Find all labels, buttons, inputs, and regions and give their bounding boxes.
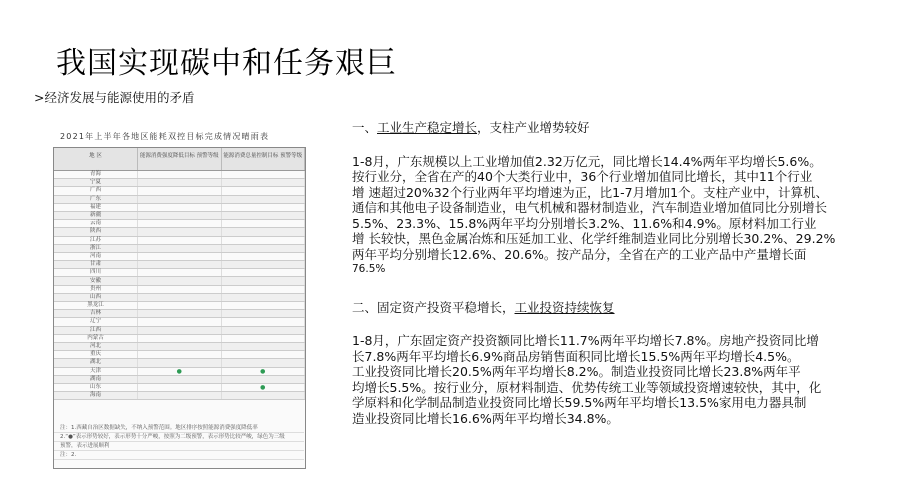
table-cell-level [138,277,222,285]
table-cell-level [138,334,222,342]
table-row [54,392,305,400]
paragraph-line: 1-8月，广东固定资产投资额同比增长11.7%两年平均增长7.8%。房地产投资同比增 [352,333,819,348]
table-cell-level [221,375,305,383]
table-cell-region: 湖北 [54,359,138,367]
paragraph-investment [352,333,892,426]
table-body [54,171,305,400]
table-row [54,318,305,326]
warning-table [53,147,306,469]
table-cell-region: 山东 [54,383,138,391]
table-cell-region: 辽宁 [54,318,138,326]
paragraph-line: 工业投资同比增长20.5%两年平均增长8.2%。制造业投资同比增长23.8%两年平 [352,364,801,379]
table-cell-level [138,310,222,318]
table-row [54,293,305,301]
table-cell-region: 青海 [54,171,138,179]
paragraph-line: 1-8月，广东规模以上工业增加值2.32万亿元，同比增长14.4%两年平均增长5.6%。 [352,153,822,169]
table-cell-level [138,302,222,310]
table-cell-level: ● [221,383,305,391]
table-cell-level [138,187,222,195]
table-cell-level [138,383,222,391]
table-cell-level [138,375,222,383]
paragraph-line: 造业投资同比增长16.6%两年平均增长34.8%。 [352,410,619,426]
table-cell-level [221,195,305,203]
table-cell-region: 重庆 [54,351,138,359]
paragraph-line: 两年平均分别增长12.6%、20.6%。按产品分，全省在产的工业产品中产量增长面 [352,246,807,262]
section-heading-prefix: 二、固定资产投资平稳增长， [352,299,515,315]
table-cell-level [221,211,305,219]
table-cell-level [138,252,222,260]
table-cell-region: 云南 [54,220,138,228]
table-row [54,342,305,350]
table-cell-level [138,269,222,277]
table-row [54,375,305,383]
table-cell-level [138,236,222,244]
section-heading-prefix: 一、 [352,120,378,135]
table-cell-level [138,359,222,367]
table-cell-region: 山西 [54,293,138,301]
table-cell-region: 河南 [54,252,138,260]
table-cell-level [221,261,305,269]
table-cell-region: 内蒙古 [54,334,138,342]
section-heading-suffix: ，支柱产业增势较好 [477,120,590,135]
table-cell-region: 河北 [54,342,138,350]
table-cell-level [221,351,305,359]
section-heading-underlined: 工业生产稳定增长 [377,120,478,135]
table-row [54,310,305,318]
table-row [54,236,305,244]
table-cell-region: 新疆 [54,211,138,219]
table-cell-level [138,285,222,293]
paragraph-line: 均增长5.5%。按行业分，原材料制造、优势传统工业等领域投资增速较快，其中，化 [352,379,822,395]
paragraph-line: 学原料和化学制品制造业投资同比增长59.5%两年平均增长13.5%家用电力器具制 [352,395,807,410]
paragraph-line: 通信和其他电子设备制造业，电气机械和器材制造业，汽车制造业增加值同比分别增长 [352,200,828,215]
table-cell-level [138,211,222,219]
table-cell-level [221,326,305,334]
table-row [54,211,305,219]
table-cell-level: ● [138,367,222,375]
table-cell-level [221,277,305,285]
table-header-row [54,148,305,171]
table-row [54,187,305,195]
paragraph-line: 按行业分，全省在产的40个大类行业中，36个行业增加值同比增长，其中11个行业 [352,169,813,184]
table-note: 注：2. [54,451,304,460]
table-cell-level [138,326,222,334]
table-notes [54,424,304,460]
table-cell-level [221,179,305,187]
table-cell-level [221,302,305,310]
table-row [54,269,305,277]
table-cell-region: 黑龙江 [54,302,138,310]
table-note: 注：1.西藏自治区数据缺失，不纳入预警范围。地区排序按照能源消费强度降低率 [54,424,304,433]
table-row [54,359,305,367]
table-cell-level [221,285,305,293]
paragraph-line: 长7.8%两年平均增长6.9%商品房销售面积同比增长15.5%两年平均增长4.5%。 [352,348,800,364]
table-cell-level: ● [221,367,305,375]
section-heading-industry [352,120,892,136]
table-cell-region: 江苏 [54,236,138,244]
table-cell-level [138,392,222,400]
table-cell-level [221,334,305,342]
table-row [54,195,305,203]
table-cell-level [138,342,222,350]
table-cell-level [138,171,222,179]
table-row [54,171,305,179]
table-row [54,261,305,269]
table-cell-level [221,310,305,318]
table-row [54,383,305,391]
table-cell-level [221,252,305,260]
table-cell-level [221,228,305,236]
table-cell-region: 陕西 [54,228,138,236]
subtitle: >经济发展与能源使用的矛盾 [34,90,195,105]
table-cell-level [138,351,222,359]
table-cell-level [138,220,222,228]
table-row [54,220,305,228]
section-heading-investment [352,300,892,316]
table-cell-region: 海南 [54,392,138,400]
table-cell-region: 广西 [54,187,138,195]
table-cell-level [138,293,222,301]
table-cell-level [221,359,305,367]
table-row [54,252,305,260]
table-row [54,228,305,236]
table-row [54,334,305,342]
table-caption: 2021年上半年各地区能耗双控目标完成情况晴雨表 [60,132,270,141]
table-cell-region: 安徽 [54,277,138,285]
table-cell-region: 江西 [54,326,138,334]
table-cell-region: 甘肃 [54,261,138,269]
table-cell-level [138,228,222,236]
table-row [54,367,305,375]
table-cell-level [221,318,305,326]
table-row [54,179,305,187]
table-row [54,351,305,359]
table-cell-level [138,318,222,326]
table-cell-level [138,261,222,269]
table-cell-level [221,342,305,350]
paragraph-line-small: 76.5% [352,263,386,275]
table-cell-level [138,203,222,211]
table-note: 预警，表示进展顺利 [54,442,304,451]
table-cell-region: 湖南 [54,375,138,383]
table-cell-level [138,179,222,187]
table-cell-region: 福建 [54,203,138,211]
table-cell-level [138,195,222,203]
paragraph-line: 5.5%、23.3%、15.8%两年平均分别增长3.2%、11.6%和4.9%。原材料加工行业 [352,215,817,231]
table-header-region: 地 区 [54,148,138,171]
body-text [352,120,892,426]
table-header-intensity: 能源消费强度降低目标 预警等级 [138,148,222,171]
slide-title: 我国实现碳中和任务艰巨 [56,46,397,82]
table-cell-level [221,236,305,244]
table-cell-region: 四川 [54,269,138,277]
table-cell-level [138,244,222,252]
section-heading-underlined: 工业投资持续恢复 [514,299,615,315]
table-cell-region: 吉林 [54,310,138,318]
table-cell-region: 宁夏 [54,179,138,187]
table-cell-level [221,220,305,228]
table-cell-level [221,187,305,195]
table-cell-region: 广东 [54,195,138,203]
table-row [54,285,305,293]
table-cell-level [221,244,305,252]
warning-table-grid [54,148,305,400]
table-cell-region: 浙江 [54,244,138,252]
table-cell-level [221,171,305,179]
table-cell-region: 天津 [54,367,138,375]
table-header-total: 能源消费总量控制目标 预警等级 [221,148,305,171]
table-note: 2.“●”表示形势较好，表示形势十分严峻，按照为二级预警，表示形势比较严峻，绿色为三级 [54,433,304,442]
paragraph-line: 增 长较快，黑色金属冶炼和压延加工业、化学纤维制造业同比分别增长30.2%、29.2% [352,231,836,246]
table-row [54,302,305,310]
table-cell-level [221,269,305,277]
table-cell-level [221,203,305,211]
table-row [54,277,305,285]
table-cell-level [221,392,305,400]
paragraph-industry [352,154,892,278]
table-row [54,203,305,211]
table-cell-level [221,293,305,301]
paragraph-line: 增 速超过20%32个行业两年平均增速为正，比1-7月增加1个。支柱产业中，计算机、 [352,184,829,200]
table-row [54,244,305,252]
table-row [54,326,305,334]
table-cell-region: 贵州 [54,285,138,293]
